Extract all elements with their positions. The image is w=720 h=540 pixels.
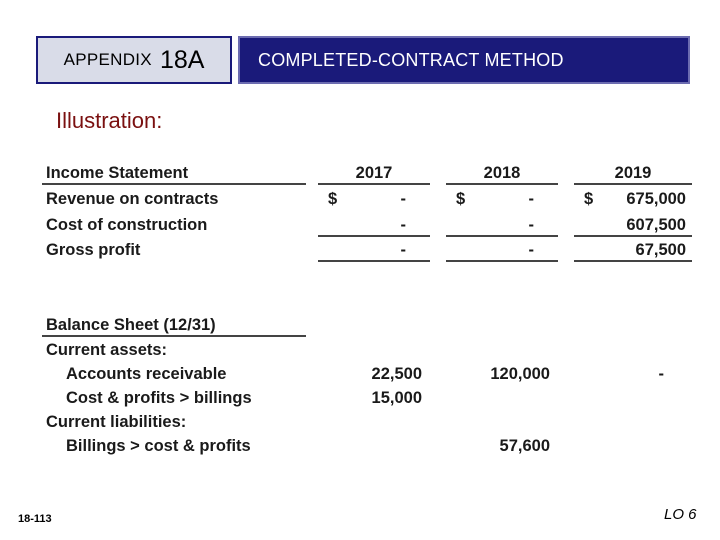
row-label-revenue: Revenue on contracts xyxy=(46,190,219,208)
dollar-sign-2018: $ xyxy=(456,190,466,208)
subtotal-rule-2018 xyxy=(446,235,558,237)
income-heading-rule xyxy=(42,183,306,185)
slide-title: COMPLETED-CONTRACT METHOD xyxy=(258,49,564,70)
subtotal-rule-2019 xyxy=(574,235,692,237)
current-assets-label: Current assets: xyxy=(46,341,168,359)
appendix-label: APPENDIX xyxy=(63,50,152,69)
cost-2017: - xyxy=(400,216,406,234)
dollar-sign-2019: $ xyxy=(584,190,594,208)
row-label-cost: Cost of construction xyxy=(46,216,208,234)
total-rule-2019 xyxy=(574,260,692,262)
title-bar xyxy=(238,36,690,84)
year-2017-rule xyxy=(318,183,430,185)
revenue-2017: - xyxy=(400,190,406,208)
gross-profit-2017: - xyxy=(400,241,406,259)
balance-sheet-heading: Balance Sheet (12/31) xyxy=(46,316,216,334)
slide-number: 18-113 xyxy=(18,513,52,525)
row-label-gross-profit: Gross profit xyxy=(46,241,141,259)
year-2018-rule xyxy=(446,183,558,185)
subtotal-rule-2017 xyxy=(318,235,430,237)
billings-cost-profits-label: Billings > cost & profits xyxy=(66,437,251,455)
balance-heading-rule xyxy=(42,335,306,337)
current-liabilities-label: Current liabilities: xyxy=(46,413,187,431)
gross-profit-2018: - xyxy=(528,241,534,259)
billings-cost-profits-2018: 57,600 xyxy=(499,437,550,455)
illustration-label: Illustration: xyxy=(56,108,163,133)
total-rule-2017 xyxy=(318,260,430,262)
income-statement-heading: Income Statement xyxy=(46,164,189,182)
gross-profit-2019: 67,500 xyxy=(635,241,686,259)
accounts-receivable-label: Accounts receivable xyxy=(66,365,227,383)
year-2018: 2018 xyxy=(483,164,521,182)
cost-2019: 607,500 xyxy=(626,216,686,234)
learning-objective: LO 6 xyxy=(664,506,697,523)
accounts-receivable-2017: 22,500 xyxy=(371,365,422,383)
cost-2018: - xyxy=(528,216,534,234)
cost-profits-billings-2017: 15,000 xyxy=(371,389,422,407)
revenue-2019: 675,000 xyxy=(626,190,686,208)
appendix-box xyxy=(36,36,232,84)
year-2017: 2017 xyxy=(355,164,393,182)
accounts-receivable-2019: - xyxy=(658,365,664,383)
total-rule-2018 xyxy=(446,260,558,262)
appendix-number: 18A xyxy=(159,45,205,74)
year-2019: 2019 xyxy=(614,164,652,182)
cost-profits-billings-label: Cost & profits > billings xyxy=(66,389,252,407)
accounts-receivable-2018: 120,000 xyxy=(490,365,550,383)
dollar-sign-2017: $ xyxy=(328,190,338,208)
revenue-2018: - xyxy=(528,190,534,208)
year-2019-rule xyxy=(574,183,692,185)
